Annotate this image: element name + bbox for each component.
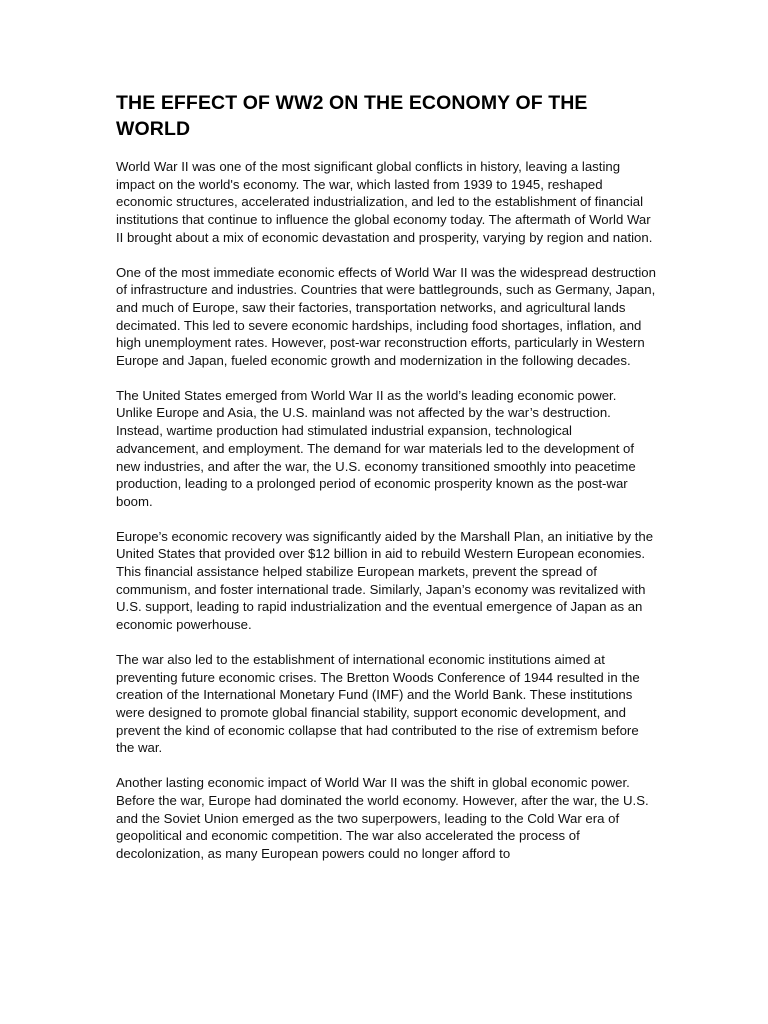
paragraph-institutions: The war also led to the establishment of international economic institutions aimed at preventing future economic crises. The Bretton Woods Conference of 1944 resulted in the creation of the International Monetary Fund (IMF) and the World Bank. These institutions were designed to promote global financial stability, support economic development, and prevent the kind of economic collapse that had contributed to the rise of extremism before the war. [116,651,640,756]
paragraph-intro: World War II was one of the most significant global conflicts in history, leaving a lasting impact on the world's economy. The war, which lasted from 1939 to 1945, reshaped economic structures, accelerated industrialization, and led to the establishment of financial institutions that continue to influence the global economy today. The aftermath of World War II brought about a mix of economic devastation and prosperity, varying by region and nation. [116,159,653,245]
document-body [116,90,656,880]
paragraph-united-states: The United States emerged from World War II as the world’s leading economic power. Unlike Europe and Asia, the U.S. mainland was not affected by the war’s destruction. Instead, wartime production had stimulated industrial expansion, technological advancement, and employment. The demand for war materials led to the development of new industries, and after the war, the U.S. economy transitioned smoothly into peacetime production, leading to a prolonged period of economic prosperity known as the post-war boom. [116,387,636,509]
document-title: THE EFFECT OF WW2 ON THE ECONOMY OF THE WORLD [116,92,588,140]
paragraph-marshall-plan: Europe’s economic recovery was significantly aided by the Marshall Plan, an initiative by the United States that provided over $12 billion in aid to rebuild Western European economies. This financial assistance helped stabilize European markets, prevent the spread of communism, and foster international trade. Similarly, Japan’s economy was revitalized with U.S. support, leading to rapid industrialization and the eventual emergence of Japan as an economic powerhouse. [116,528,654,633]
paragraph-destruction: One of the most immediate economic effects of World War II was the widespread destruction of infrastructure and industries. Countries that were battlegrounds, such as Germany, Japan, and much of Europe, saw their factories, transportation networks, and agricultural lands decimated. This led to severe economic hardships, including food shortages, inflation, and high unemployment rates. However, post-war reconstruction efforts, particularly in Western Europe and Japan, fueled economic growth and modernization in the following decades. [116,264,656,369]
paragraph-power-shift: Another lasting economic impact of World War II was the shift in global economic power. Before the war, Europe had dominated the world economy. However, after the war, the U.S. and the Soviet Union emerged as the two superpowers, leading to the Cold War era of geopolitical and economic competition. The war also accelerated the process of decolonization, as many European powers could no longer afford to [116,775,649,861]
